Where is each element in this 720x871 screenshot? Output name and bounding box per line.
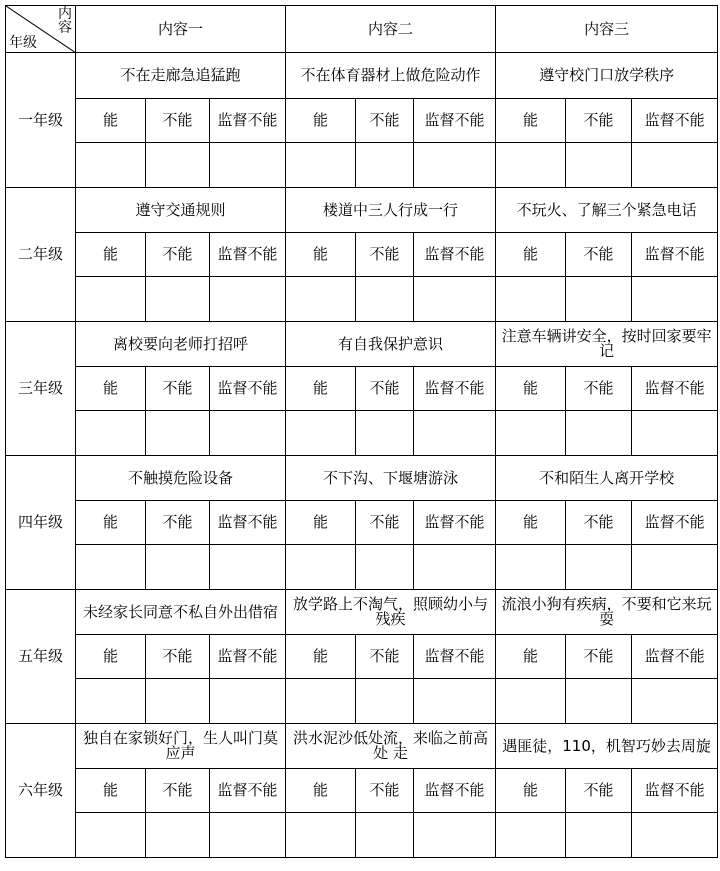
answer-cell[interactable] xyxy=(146,813,210,858)
option-can: 能 xyxy=(286,501,356,545)
grade-label: 六年级 xyxy=(6,724,76,858)
grade-item-row xyxy=(6,322,718,367)
rule-item: 楼道中三人行成一行 xyxy=(286,188,496,233)
answer-cell[interactable] xyxy=(356,411,414,456)
rule-item: 遇匪徒，110，机智巧妙去周旋 xyxy=(496,724,718,769)
option-cannot: 不能 xyxy=(146,501,210,545)
option-supervised: 监督不能 xyxy=(632,635,718,679)
grade-item-row xyxy=(6,53,718,99)
grade-label: 五年级 xyxy=(6,590,76,724)
option-cannot: 不能 xyxy=(146,635,210,679)
rule-item: 不在走廊急追猛跑 xyxy=(76,53,286,99)
answer-cell[interactable] xyxy=(286,813,356,858)
rule-item: 遵守校门口放学秩序 xyxy=(496,53,718,99)
answer-cell[interactable] xyxy=(286,143,356,188)
option-cannot: 不能 xyxy=(356,233,414,277)
option-supervised: 监督不能 xyxy=(210,635,286,679)
options-row xyxy=(6,769,718,813)
option-supervised: 监督不能 xyxy=(414,99,496,143)
answer-cell[interactable] xyxy=(210,679,286,724)
rule-item: 有自我保护意识 xyxy=(286,322,496,367)
answer-cell[interactable] xyxy=(496,143,566,188)
option-can: 能 xyxy=(76,99,146,143)
answer-row xyxy=(6,277,718,322)
answer-cell[interactable] xyxy=(286,545,356,590)
options-row xyxy=(6,635,718,679)
safety-checklist-table xyxy=(5,5,718,858)
answer-cell[interactable] xyxy=(632,545,718,590)
grade-label: 二年级 xyxy=(6,188,76,322)
option-can: 能 xyxy=(286,635,356,679)
category-header-1: 内容一 xyxy=(76,6,286,53)
category-header-3: 内容三 xyxy=(496,6,718,53)
answer-cell[interactable] xyxy=(566,143,632,188)
answer-cell[interactable] xyxy=(414,143,496,188)
answer-cell[interactable] xyxy=(632,143,718,188)
answer-cell[interactable] xyxy=(496,679,566,724)
option-cannot: 不能 xyxy=(566,99,632,143)
answer-cell[interactable] xyxy=(76,143,146,188)
answer-cell[interactable] xyxy=(496,545,566,590)
option-supervised: 监督不能 xyxy=(632,99,718,143)
option-supervised: 监督不能 xyxy=(414,367,496,411)
answer-cell[interactable] xyxy=(76,277,146,322)
option-can: 能 xyxy=(286,233,356,277)
answer-cell[interactable] xyxy=(210,411,286,456)
option-can: 能 xyxy=(286,367,356,411)
rule-item: 离校要向老师打招呼 xyxy=(76,322,286,367)
answer-cell[interactable] xyxy=(496,813,566,858)
answer-row xyxy=(6,411,718,456)
grade-label: 四年级 xyxy=(6,456,76,590)
option-supervised: 监督不能 xyxy=(632,769,718,813)
rule-item: 遵守交通规则 xyxy=(76,188,286,233)
option-supervised: 监督不能 xyxy=(632,233,718,277)
option-can: 能 xyxy=(76,233,146,277)
grade-label: 一年级 xyxy=(6,53,76,188)
option-can: 能 xyxy=(76,769,146,813)
answer-cell[interactable] xyxy=(146,143,210,188)
answer-cell[interactable] xyxy=(632,813,718,858)
option-can: 能 xyxy=(496,501,566,545)
answer-cell[interactable] xyxy=(286,679,356,724)
option-can: 能 xyxy=(76,367,146,411)
rule-item: 放学路上不淘气，照顾幼小与残疾 xyxy=(286,590,496,635)
answer-cell[interactable] xyxy=(76,411,146,456)
answer-cell[interactable] xyxy=(76,545,146,590)
answer-row xyxy=(6,545,718,590)
option-supervised: 监督不能 xyxy=(414,501,496,545)
option-cannot: 不能 xyxy=(146,769,210,813)
option-cannot: 不能 xyxy=(356,635,414,679)
answer-cell[interactable] xyxy=(146,679,210,724)
answer-cell[interactable] xyxy=(356,143,414,188)
answer-cell[interactable] xyxy=(210,545,286,590)
answer-cell[interactable] xyxy=(210,277,286,322)
options-row xyxy=(6,233,718,277)
option-supervised: 监督不能 xyxy=(210,501,286,545)
answer-cell[interactable] xyxy=(146,545,210,590)
options-row xyxy=(6,99,718,143)
answer-cell[interactable] xyxy=(632,277,718,322)
answer-cell[interactable] xyxy=(356,679,414,724)
option-supervised: 监督不能 xyxy=(210,367,286,411)
option-supervised: 监督不能 xyxy=(210,769,286,813)
option-cannot: 不能 xyxy=(356,769,414,813)
answer-cell[interactable] xyxy=(210,813,286,858)
options-row xyxy=(6,367,718,411)
option-cannot: 不能 xyxy=(566,367,632,411)
rule-item: 流浪小狗有疾病，不要和它来玩耍 xyxy=(496,590,718,635)
answer-cell[interactable] xyxy=(566,813,632,858)
option-supervised: 监督不能 xyxy=(210,233,286,277)
rule-item: 未经家长同意不私自外出借宿 xyxy=(76,590,286,635)
option-can: 能 xyxy=(496,99,566,143)
option-cannot: 不能 xyxy=(566,635,632,679)
grade-item-row xyxy=(6,188,718,233)
grade-item-row xyxy=(6,590,718,635)
answer-cell[interactable] xyxy=(356,277,414,322)
options-row xyxy=(6,501,718,545)
option-can: 能 xyxy=(496,769,566,813)
option-cannot: 不能 xyxy=(356,501,414,545)
option-can: 能 xyxy=(496,635,566,679)
corner-cell xyxy=(6,6,76,53)
option-can: 能 xyxy=(496,233,566,277)
answer-cell[interactable] xyxy=(210,143,286,188)
answer-cell[interactable] xyxy=(76,813,146,858)
rule-item: 不和陌生人离开学校 xyxy=(496,456,718,501)
corner-grade-label: 年级 xyxy=(9,35,37,51)
answer-cell[interactable] xyxy=(414,411,496,456)
answer-cell[interactable] xyxy=(414,545,496,590)
option-cannot: 不能 xyxy=(146,367,210,411)
answer-cell[interactable] xyxy=(566,679,632,724)
rule-item: 注意车辆讲安全，按时回家要牢记 xyxy=(496,322,718,367)
grade-item-row xyxy=(6,456,718,501)
option-cannot: 不能 xyxy=(146,233,210,277)
answer-cell[interactable] xyxy=(632,411,718,456)
answer-cell[interactable] xyxy=(146,277,210,322)
option-cannot: 不能 xyxy=(566,501,632,545)
answer-row xyxy=(6,143,718,188)
grade-label: 三年级 xyxy=(6,322,76,456)
rule-item: 独自在家锁好门，生人叫门莫应声 xyxy=(76,724,286,769)
answer-cell[interactable] xyxy=(496,411,566,456)
option-supervised: 监督不能 xyxy=(414,635,496,679)
answer-row xyxy=(6,813,718,858)
option-cannot: 不能 xyxy=(566,233,632,277)
option-can: 能 xyxy=(76,501,146,545)
category-header-2: 内容二 xyxy=(286,6,496,53)
option-can: 能 xyxy=(286,769,356,813)
answer-cell[interactable] xyxy=(356,813,414,858)
corner-content-label: 内 容 xyxy=(58,6,72,36)
rule-item: 洪水泥沙低处流，来临之前高处 走 xyxy=(286,724,496,769)
answer-cell[interactable] xyxy=(496,277,566,322)
option-supervised: 监督不能 xyxy=(414,769,496,813)
answer-cell[interactable] xyxy=(632,679,718,724)
answer-cell[interactable] xyxy=(414,679,496,724)
option-cannot: 不能 xyxy=(356,367,414,411)
rule-item: 不触摸危险设备 xyxy=(76,456,286,501)
answer-cell[interactable] xyxy=(414,277,496,322)
option-cannot: 不能 xyxy=(356,99,414,143)
answer-cell[interactable] xyxy=(286,411,356,456)
rule-item: 不在体育器材上做危险动作 xyxy=(286,53,496,99)
option-can: 能 xyxy=(286,99,356,143)
answer-cell[interactable] xyxy=(356,545,414,590)
answer-row xyxy=(6,679,718,724)
option-cannot: 不能 xyxy=(566,769,632,813)
option-cannot: 不能 xyxy=(146,99,210,143)
answer-cell[interactable] xyxy=(286,277,356,322)
answer-cell[interactable] xyxy=(566,411,632,456)
option-supervised: 监督不能 xyxy=(632,367,718,411)
answer-cell[interactable] xyxy=(146,411,210,456)
grade-item-row xyxy=(6,724,718,769)
rule-item: 不玩火、了解三个紧急电话 xyxy=(496,188,718,233)
answer-cell[interactable] xyxy=(566,545,632,590)
option-supervised: 监督不能 xyxy=(414,233,496,277)
option-can: 能 xyxy=(496,367,566,411)
option-supervised: 监督不能 xyxy=(632,501,718,545)
option-supervised: 监督不能 xyxy=(210,99,286,143)
rule-item: 不下沟、下堰塘游泳 xyxy=(286,456,496,501)
answer-cell[interactable] xyxy=(414,813,496,858)
header-row xyxy=(6,6,718,53)
answer-cell[interactable] xyxy=(566,277,632,322)
answer-cell[interactable] xyxy=(76,679,146,724)
option-can: 能 xyxy=(76,635,146,679)
